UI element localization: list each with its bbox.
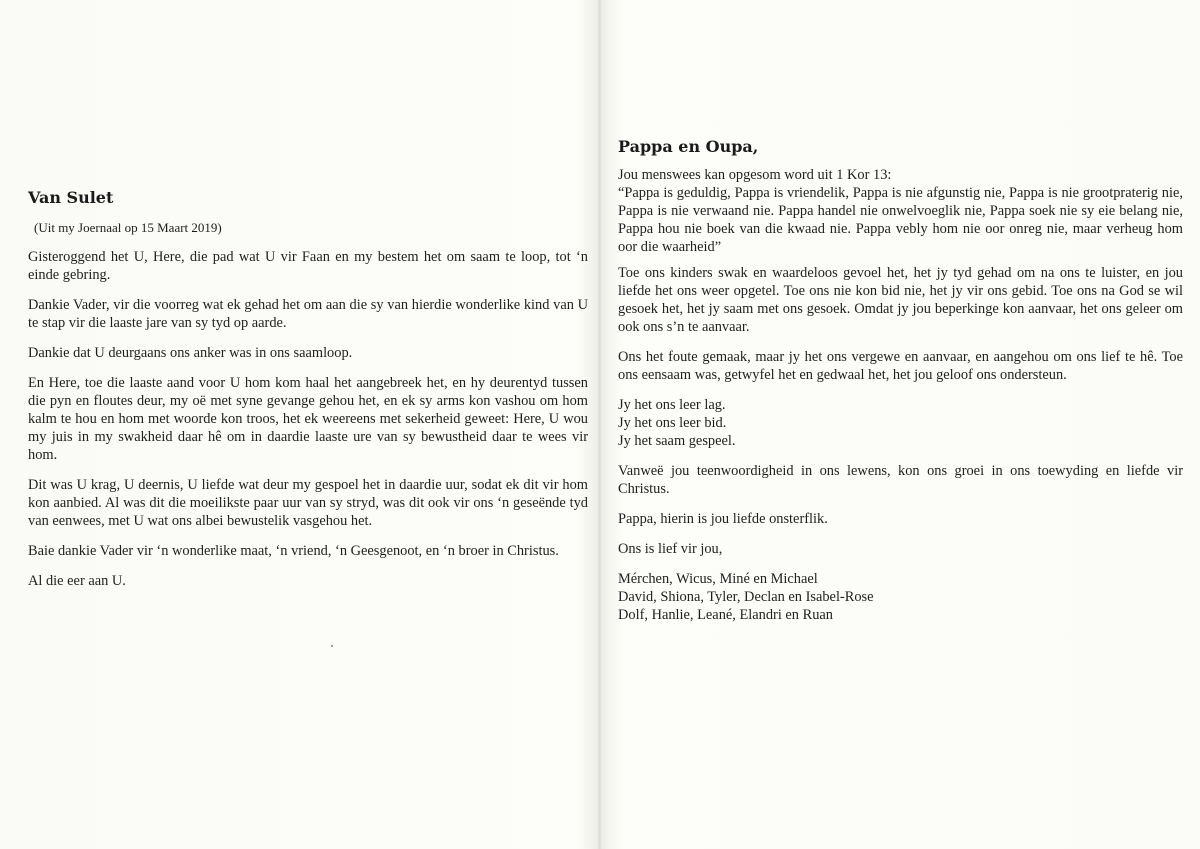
short-line: Jy het ons leer lag. <box>618 397 726 413</box>
paragraph: Dankie dat U deurgaans ons anker was in ons saamloop. <box>28 345 353 361</box>
paragraph: Baie dankie Vader vir ‘n wonderlike maat, ‘n vriend, ‘n Geesgenoot, en ‘n broer in Christus. <box>28 543 559 559</box>
signatures <box>618 570 1183 624</box>
paragraph: En Here, toe die laaste aand voor U hom kom haal het aangebreek het, en hy deurentyd tussen die pyn en floutes deur, my oë met syne gevange gehou het, en ek sy arms kon vashou om hom kalm te hou en hom met woorde kon troos, het ek weereens met sekerheid geweet: Here, U wou my juis in my swakheid daar hê om in daardie laaste ure van sy bewustheid daar te wees vir hom. <box>28 375 588 463</box>
short-line: Jy het ons leer bid. <box>618 415 727 431</box>
paragraph: Al die eer aan U. <box>28 573 126 589</box>
left-page-body <box>28 248 588 602</box>
paragraph: Ons het foute gemaak, maar jy het ons vergewe en aanvaar, en aangehou om ons lief te hê. Toe ons eensaam was, getwyfel het en gedwaal het, het jou geloof ons ondersteun. <box>618 349 1183 383</box>
intro-line: Jou menswees kan opgesom word uit 1 Kor 13: <box>618 167 892 183</box>
paragraph: Dankie Vader, vir die voorreg wat ek gehad het om aan die sy van hierdie wonderlike kind van U te stap vir die laaste jare van sy tyd op aarde. <box>28 297 588 331</box>
right-page-heading: Pappa en Oupa, <box>618 137 759 156</box>
paragraph: Dit was U krag, U deernis, U liefde wat deur my gespoel het in daardie uur, sodat ek dit vir hom kon aanbied. Al was dit die moeilikste paar uur van sy stryd, was dit ook vir ons ‘n geseënde tyd van eenwees, met U wat ons albei bewustelik vasgehou het. <box>28 477 588 529</box>
short-lines <box>618 396 1183 450</box>
right-page-body <box>618 166 1183 636</box>
signature-line: Mérchen, Wicus, Miné en Michael <box>618 571 818 587</box>
paragraph: Pappa, hierin is jou liefde onsterflik. <box>618 511 828 527</box>
journal-subtitle: (Uit my Joernaal op 15 Maart 2019) <box>34 220 222 235</box>
intro-and-quote <box>618 166 1183 256</box>
paper-speck <box>331 645 333 647</box>
bible-quote: “Pappa is geduldig, Pappa is vriendelik, Pappa is nie afgunstig nie, Pappa is nie grootpraterig nie, Pappa is nie verwaand nie. Pappa handel nie onwelvoeglik nie, Pappa soek nie sy eie belang nie, Pappa hou nie boek van die kwaad nie. Pappa vebly hom nie oor onreg nie, maar verheug hom oor die waarheid” <box>618 185 1183 255</box>
paragraph: Ons is lief vir jou, <box>618 541 723 557</box>
right-page <box>600 0 1200 849</box>
signature-line: Dolf, Hanlie, Leané, Elandri en Ruan <box>618 607 833 623</box>
paragraph: Gisteroggend het U, Here, die pad wat U vir Faan en my bestem het om saam te loop, tot ‘n einde gebring. <box>28 249 588 283</box>
left-page-heading: Van Sulet <box>28 188 114 207</box>
paragraph: Vanweë jou teenwoordigheid in ons lewens, kon ons groei in ons toewyding en liefde vir Christus. <box>618 463 1183 497</box>
short-line: Jy het saam gespeel. <box>618 433 736 449</box>
paragraph: Toe ons kinders swak en waardeloos gevoel het, het jy tyd gehad om na ons te luister, en jou liefde het ons weer opgetel. Toe ons nie kon bid nie, het jy vir ons gebid. Toe ons na God se wil gesoek het, het jy saam met ons gesoek. Omdat jy jou beperkinge kon aanvaar, het ons geleer om ook ons s’n te aanvaar. <box>618 265 1183 335</box>
signature-line: David, Shiona, Tyler, Declan en Isabel-Rose <box>618 589 874 605</box>
